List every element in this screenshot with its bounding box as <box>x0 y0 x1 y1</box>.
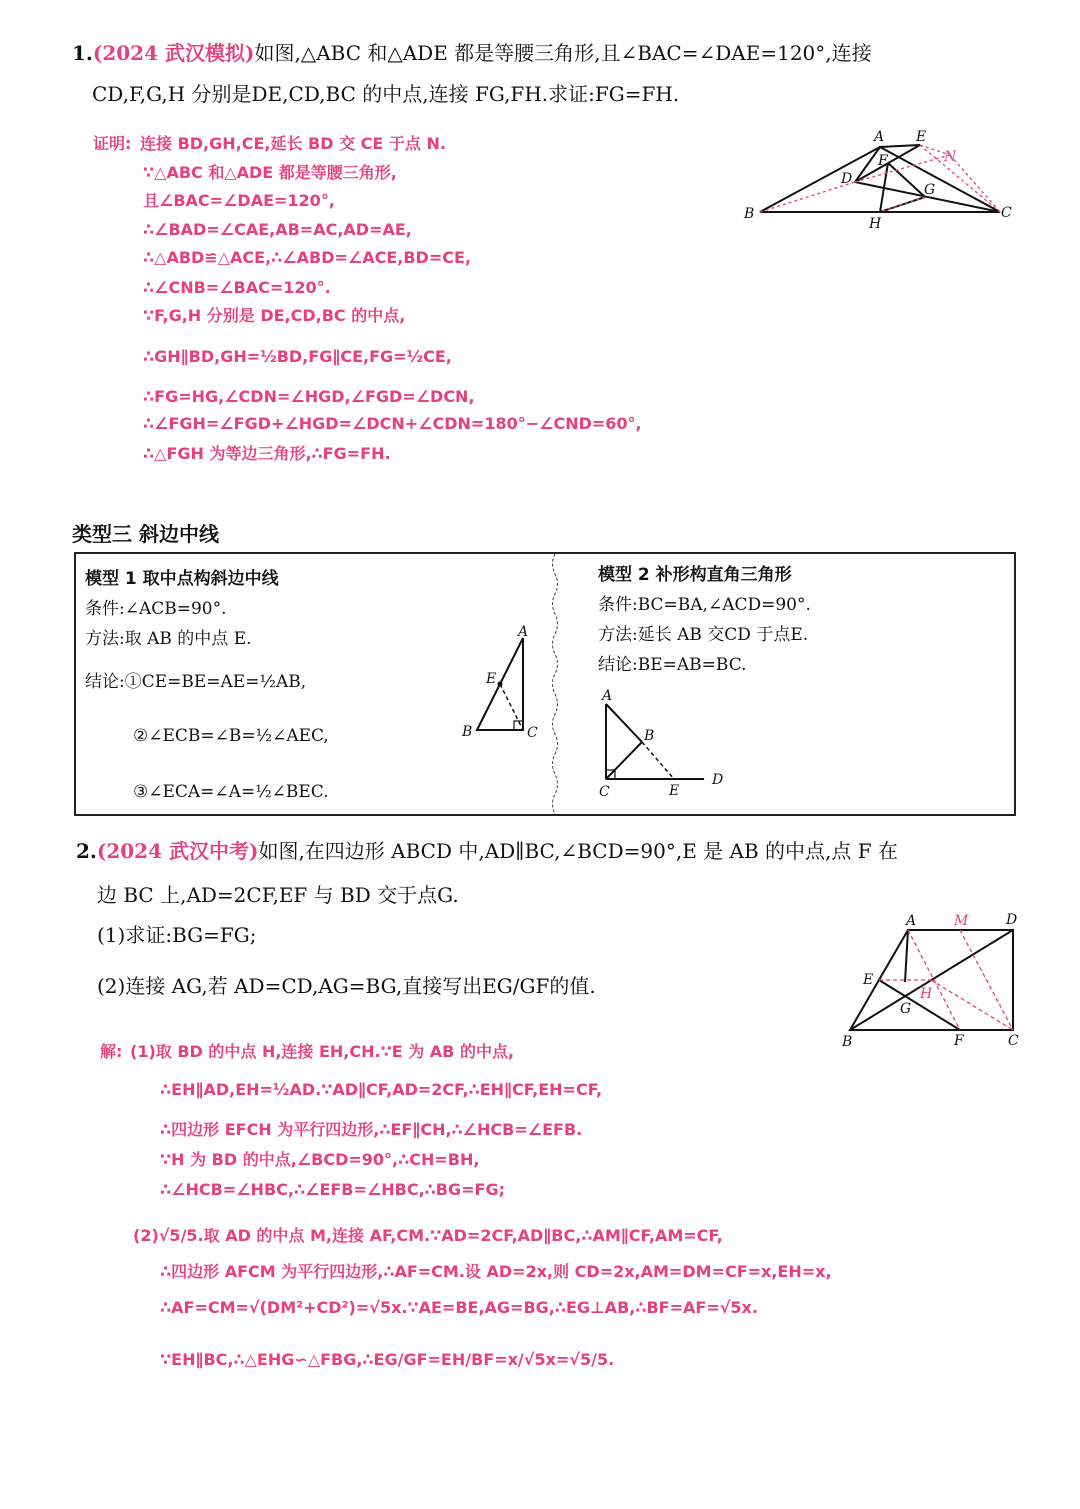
solution-2-line: (2)√5/5.取 AD 的中点 M,连接 AF,CM.∵AD=2CF,AD∥BC,∴AM∥CF,AM=CF, <box>133 1226 723 1245</box>
m2-label-A: A <box>602 688 613 704</box>
solution-2-line: ∴四边形 AFCM 为平行四边形,∴AF=CM.设 AD=2x,则 CD=2x,AM=DM=CF=x,EH=x, <box>160 1262 832 1281</box>
fig1-label-D: D <box>841 171 853 187</box>
problem-1-line-1 <box>72 40 872 66</box>
proof-1-line: ∴∠CNB=∠BAC=120°. <box>143 278 331 297</box>
m1-label-C: C <box>527 725 538 741</box>
proof-1-line: ∴∠BAD=∠CAE,AB=AC,AD=AE, <box>143 220 412 239</box>
problem-1-number: 1. <box>72 41 93 65</box>
fig2-label-F: F <box>954 1033 964 1049</box>
proof-1-line: ∵△ABC 和△ADE 都是等腰三角形, <box>143 163 397 182</box>
model-1-conclusion-3: ③∠ECA=∠A=½∠BEC. <box>133 782 329 802</box>
problem-1-source: (2024 武汉模拟) <box>92 41 255 65</box>
solution-2-line: ∴EH∥AD,EH=½AD.∵AD∥CF,AD=2CF,∴EH∥CF,EH=CF, <box>160 1080 603 1099</box>
fig1-label-N: N <box>944 149 957 165</box>
fig2-label-A: A <box>906 913 917 929</box>
fig1-label-E: E <box>916 129 927 145</box>
model-1-condition: 条件:∠ACB=90°. <box>85 599 227 619</box>
problem-2-text-2: 边 BC 上,AD=2CF,EF 与 BD 交于点G. <box>97 883 459 907</box>
fig1-label-F: F <box>878 153 888 169</box>
m1-label-E: E <box>486 671 497 687</box>
fig1-label-H: H <box>869 216 882 232</box>
proof-1-line: 且∠BAC=∠DAE=120°, <box>143 191 335 210</box>
m2-label-E: E <box>669 783 680 799</box>
problem-2-source: (2024 武汉中考) <box>96 839 259 863</box>
proof-1-label: 证明: <box>93 134 132 153</box>
proof-1-line: ∵F,G,H 分别是 DE,CD,BC 的中点, <box>143 306 406 325</box>
m2-label-D: D <box>712 772 724 788</box>
problem-2-question-1: (1)求证:BG=FG; <box>97 923 257 947</box>
problem-1-text-1: 如图,△ABC 和△ADE 都是等腰三角形,且∠BAC=∠DAE=120°,连接 <box>254 41 872 65</box>
model-2-method: 方法:延长 AB 交CD 于点E. <box>598 625 809 645</box>
proof-1-line: 连接 BD,GH,CE,延长 BD 交 CE 于点 N. <box>140 134 446 153</box>
solution-2-label: 解: <box>100 1042 123 1061</box>
fig2-label-C: C <box>1008 1033 1019 1049</box>
fig1-label-A: A <box>874 129 885 145</box>
proof-1-line: ∴△ABD≌△ACE,∴∠ABD=∠ACE,BD=CE, <box>143 248 471 267</box>
fig2-label-M: M <box>954 913 969 929</box>
m1-label-B: B <box>462 724 473 740</box>
solution-2-line: ∵EH∥BC,∴△EHG∽△FBG,∴EG/GF=EH/BF=x/√5x=√5/5. <box>160 1350 615 1369</box>
proof-1-line: ∴∠FGH=∠FGD+∠HGD=∠DCN+∠CDN=180°−∠CND=60°, <box>143 414 642 433</box>
solution-2-line: ∴∠HCB=∠HBC,∴∠EFB=∠HBC,∴BG=FG; <box>160 1180 505 1199</box>
model-2-figure <box>592 684 732 802</box>
proof-1-line: ∴GH∥BD,GH=½BD,FG∥CE,FG=½CE, <box>143 347 452 366</box>
problem-2-text-1: 如图,在四边形 ABCD 中,AD∥BC,∠BCD=90°,E 是 AB 的中点,点 F 在 <box>258 839 898 863</box>
model-2-conclusion: 结论:BE=AB=BC. <box>598 655 747 675</box>
model-2-condition: 条件:BC=BA,∠ACD=90°. <box>598 595 811 615</box>
problem-2-question-2: (2)连接 AG,若 AD=CD,AG=BG,直接写出EG/GF的值. <box>97 974 596 998</box>
solution-2-line: (1)取 BD 的中点 H,连接 EH,CH.∵E 为 AB 的中点, <box>130 1042 515 1061</box>
figure-1 <box>740 125 1030 235</box>
problem-2-line-1 <box>76 838 898 864</box>
fig1-label-B: B <box>744 206 755 222</box>
model-1-conclusion-2: ②∠ECB=∠B=½∠AEC, <box>133 726 329 746</box>
solution-2-line: ∵H 为 BD 的中点,∠BCD=90°,∴CH=BH, <box>160 1150 480 1169</box>
proof-1-line: ∴△FGH 为等边三角形,∴FG=FH. <box>143 444 391 463</box>
m2-label-B: B <box>644 728 655 744</box>
problem-1-text-2: CD,F,G,H 分别是DE,CD,BC 的中点,连接 FG,FH.求证:FG=FH. <box>92 82 680 106</box>
m1-label-A: A <box>518 624 529 640</box>
model-2-title: 模型 2 补形构直角三角形 <box>598 565 792 585</box>
fig2-label-H: H <box>920 986 933 1002</box>
figure-2 <box>840 910 1030 1050</box>
m2-label-C: C <box>599 784 610 800</box>
section-title: 类型三 斜边中线 <box>72 522 219 546</box>
zigzag-divider <box>547 554 563 814</box>
solution-2-line: ∴四边形 EFCH 为平行四边形,∴EF∥CH,∴∠HCB=∠EFB. <box>160 1120 583 1139</box>
model-1-figure <box>455 620 545 745</box>
fig2-label-G: G <box>900 1001 912 1017</box>
problem-2-number: 2. <box>76 839 97 863</box>
model-1-title: 模型 1 取中点构斜边中线 <box>85 569 279 589</box>
fig1-label-C: C <box>1001 205 1012 221</box>
model-1-method: 方法:取 AB 的中点 E. <box>85 629 252 649</box>
fig2-label-B: B <box>842 1034 853 1050</box>
fig2-label-D: D <box>1006 912 1018 928</box>
fig1-label-G: G <box>924 182 936 198</box>
proof-1-line: ∴FG=HG,∠CDN=∠HGD,∠FGD=∠DCN, <box>143 387 475 406</box>
fig2-label-E: E <box>863 972 874 988</box>
solution-2-line: ∴AF=CM=√(DM²+CD²)=√5x.∵AE=BE,AG=BG,∴EG⊥AB,∴BF=AF=√5x. <box>160 1298 758 1317</box>
model-1-conclusion-1: 结论:①CE=BE=AE=½AB, <box>85 672 307 692</box>
